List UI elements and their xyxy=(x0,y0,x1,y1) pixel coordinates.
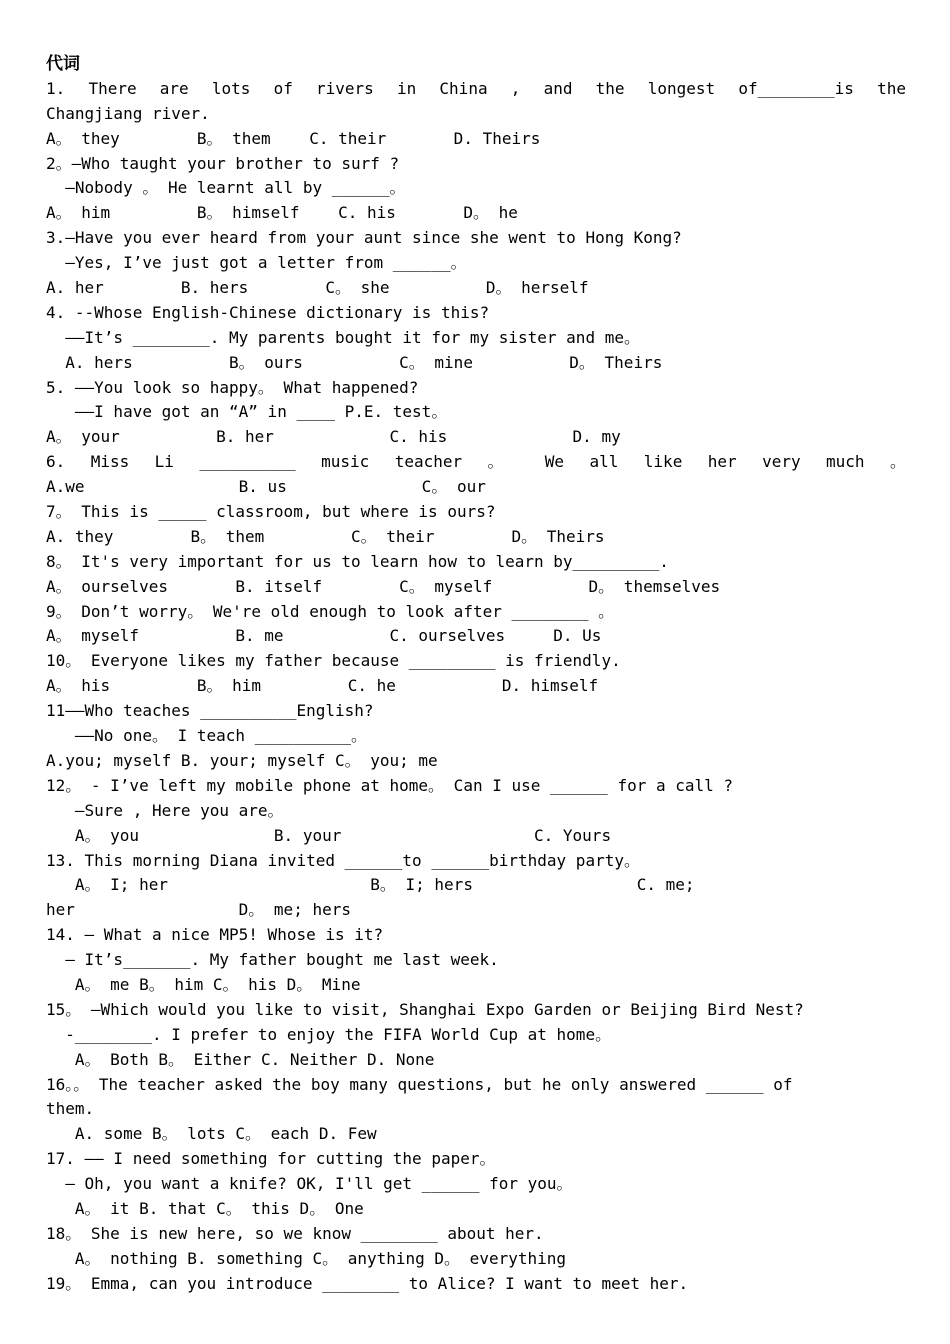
text-line: them. xyxy=(46,1099,95,1119)
document-page xyxy=(46,52,906,1297)
text-line: — Oh, you want a knife? OK, I'll get ______ for you。 xyxy=(46,1174,573,1194)
text-line: A。 nothing B. something C。 anything D。 everything xyxy=(46,1248,567,1268)
text-line: A. hers B。 ours C。 mine D。 Theirs xyxy=(46,352,663,372)
text-line: 19。 Emma, can you introduce ________ to Alice? I want to meet her. xyxy=(46,1273,689,1293)
question-list xyxy=(46,77,906,1297)
text-line: ——I have got an “A” in ____ P.E. test。 xyxy=(46,402,448,422)
text-line: 1. There are lots of rivers in China , and the longest of________is the xyxy=(46,78,906,98)
text-line: 8。 It's very important for us to learn how to learn by_________. xyxy=(46,551,669,571)
text-line: A。 I; her B。 I; hers C. me; xyxy=(46,875,695,895)
text-line: 16。。 The teacher asked the boy many questions, but he only answered ______ of xyxy=(46,1074,793,1094)
text-line: 18。 She is new here, so we know ________ about her. xyxy=(46,1223,544,1243)
text-line: A. they B。 them C。 their D。 Theirs xyxy=(46,526,605,546)
text-line: 6. Miss Li __________ music teacher 。 We all like her very much 。 xyxy=(46,452,906,472)
text-line: 10。 Everyone likes my father because _________ is friendly. xyxy=(46,651,621,671)
text-line: 13. This morning Diana invited ______to ______birthday party。 xyxy=(46,850,640,870)
text-line: A。 his B。 him C. he D. himself xyxy=(46,676,599,696)
text-line: A。 they B。 them C. their D. Theirs xyxy=(46,128,541,148)
text-line: A。 ourselves B. itself C。 myself D。 themselves xyxy=(46,576,721,596)
text-line: her D。 me; hers xyxy=(46,900,351,920)
text-line: A。 myself B. me C. ourselves D. Us xyxy=(46,626,602,646)
text-line: 2。—Who taught your brother to surf ? xyxy=(46,153,400,173)
text-line: 3.—Have you ever heard from your aunt since she went to Hong Kong? xyxy=(46,228,682,248)
text-line: —Yes, I’ve just got a letter from ______。 xyxy=(46,253,467,273)
text-line: A。 it B. that C。 this D。 One xyxy=(46,1198,364,1218)
text-line: A。 him B。 himself C. his D。 he xyxy=(46,203,518,223)
text-line: A.we B. us C。 our xyxy=(46,477,486,497)
text-line: 5. ——You look so happy。 What happened? xyxy=(46,377,419,397)
text-line: A.you; myself B. your; myself C。 you; me xyxy=(46,750,438,770)
text-line: ——No one。 I teach __________。 xyxy=(46,726,367,746)
text-line: 9。 Don’t worry。 We're old enough to look after ________ 。 xyxy=(46,601,615,621)
document-title: 代词 xyxy=(46,54,80,74)
text-line: A. some B。 lots C。 each D. Few xyxy=(46,1124,377,1144)
text-line: A。 me B。 him C。 his D。 Mine xyxy=(46,974,361,994)
text-line: A。 you B. your C. Yours xyxy=(46,825,612,845)
text-line: 11——Who teaches __________English? xyxy=(46,701,374,721)
text-line: A. her B. hers C。 she D。 herself xyxy=(46,278,589,298)
text-line: ——It’s ________. My parents bought it for my sister and me。 xyxy=(46,327,640,347)
text-line: -________. I prefer to enjoy the FIFA World Cup at home。 xyxy=(46,1024,612,1044)
text-line: 14. — What a nice MP5! Whose is it? xyxy=(46,925,384,945)
text-line: 12。 - I’ve left my mobile phone at home。 Can I use ______ for a call ? xyxy=(46,775,734,795)
text-line: A。 Both B。 Either C. Neither D. None xyxy=(46,1049,435,1069)
text-line: 7。 This is _____ classroom, but where is ours? xyxy=(46,502,496,522)
text-line: — It’s_______. My father bought me last week. xyxy=(46,950,499,970)
text-line: Changjiang river. xyxy=(46,103,210,123)
text-line: 17. —— I need something for cutting the paper。 xyxy=(46,1149,496,1169)
text-line: 15。 —Which would you like to visit, Shanghai Expo Garden or Beijing Bird Nest? xyxy=(46,999,804,1019)
text-line: —Sure , Here you are。 xyxy=(46,800,284,820)
text-line: —Nobody 。 He learnt all by ______。 xyxy=(46,178,406,198)
text-line: A。 your B. her C. his D. my xyxy=(46,427,621,447)
text-line: 4. --Whose English-Chinese dictionary is this? xyxy=(46,302,490,322)
